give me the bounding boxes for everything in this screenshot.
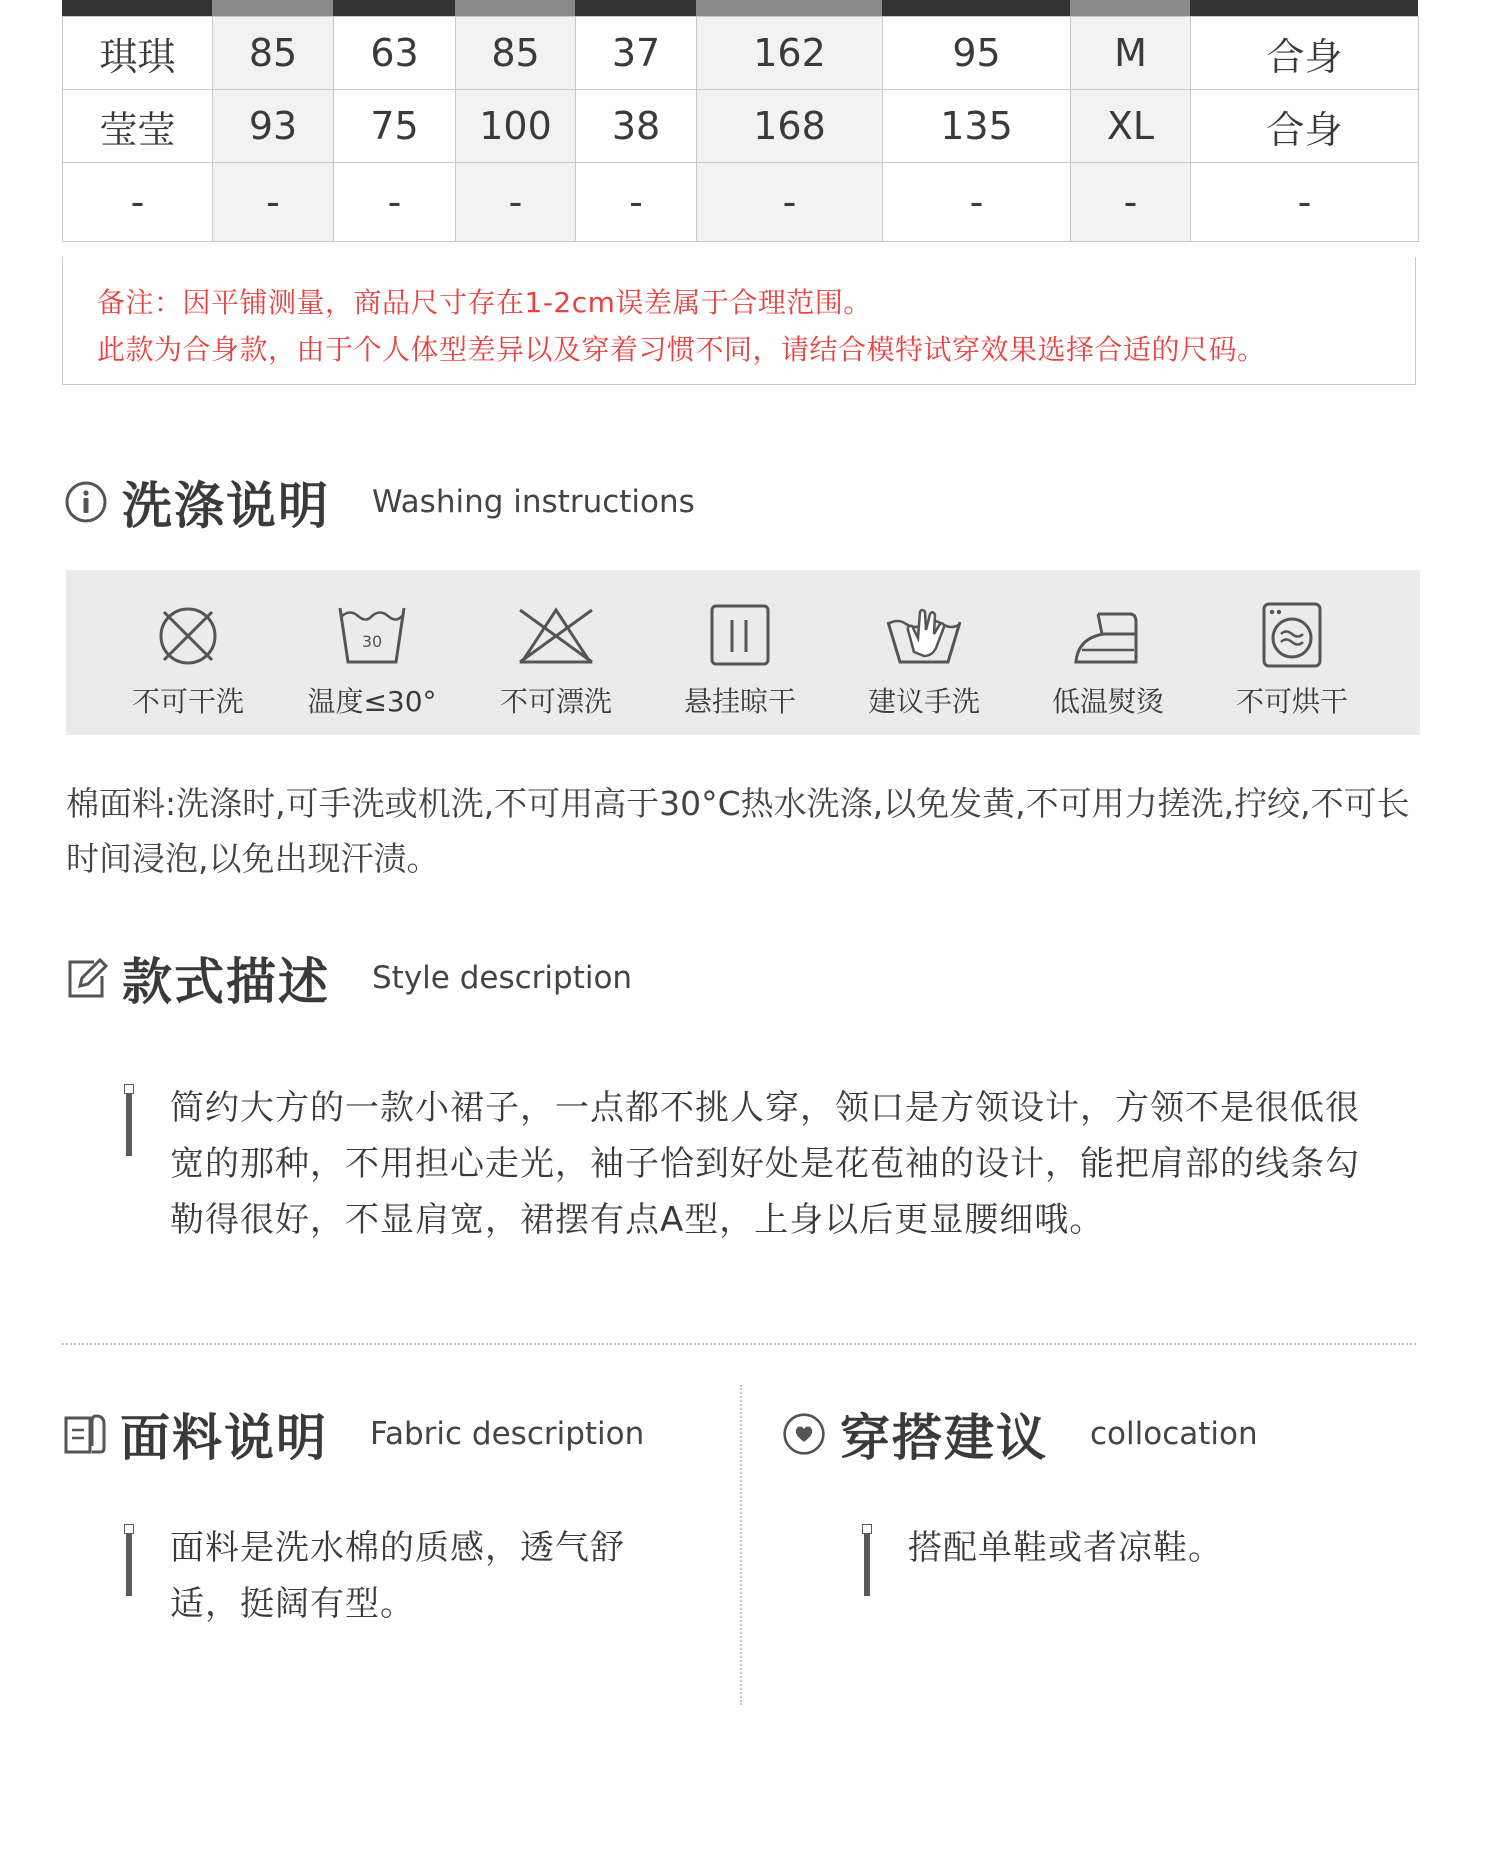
washing-header [64, 466, 695, 538]
hand-wash-icon [884, 600, 964, 670]
style-text: 简约大方的一款小裙子，一点都不挑人穿，领口是方领设计，方领不是很低很宽的那种，不用担心走光，袖子恰到好处是花苞袖的设计，能把肩部的线条勾勒得很好，不显肩宽，裙摆有点A型，上身以后更显腰细哦。 [170, 1088, 1360, 1240]
wash-label: 悬挂晾干 [683, 685, 796, 718]
table-cell: 37 [576, 17, 697, 90]
table-cell: - [697, 163, 883, 242]
table-cell: - [883, 163, 1071, 242]
section-subtitle: collocation [1090, 1416, 1258, 1452]
header-bar-segment [455, 0, 575, 16]
fabric-header [62, 1398, 644, 1470]
section-title: 穿搭建议 [840, 1409, 1048, 1467]
header-bar-segment [212, 0, 333, 16]
table-cell: 85 [213, 17, 334, 90]
table-cell: - [213, 163, 334, 242]
wash-symbol [1212, 600, 1372, 720]
wash-symbol [108, 600, 268, 720]
quote-bar [126, 1084, 132, 1156]
section-subtitle: Style description [372, 960, 633, 996]
table-cell: 100 [456, 90, 576, 163]
table-header-bar [62, 0, 1418, 16]
table-cell: 合身 [1191, 90, 1419, 163]
table-cell: 168 [697, 90, 883, 163]
wash-symbol [844, 600, 1004, 720]
wash-label: 低温熨烫 [1051, 685, 1164, 718]
section-title: 款式描述 [122, 953, 330, 1011]
note-line: 此款为合身款，由于个人体型差异以及穿着习惯不同，请结合模特试穿效果选择合适的尺码。 [97, 333, 1266, 366]
header-bar-segment [882, 0, 1070, 16]
table-cell: - [334, 163, 456, 242]
wash-label: 温度≤30° [307, 685, 437, 718]
collocation-header [782, 1398, 1258, 1470]
table-row [63, 163, 1419, 242]
info-icon [64, 480, 108, 524]
table-cell: - [576, 163, 697, 242]
table-cell: XL [1071, 90, 1191, 163]
wash-30-icon [332, 600, 412, 670]
no-tumble-dry-icon [1252, 600, 1332, 670]
divider [740, 1385, 742, 1705]
table-cell: 莹莹 [63, 90, 213, 163]
no-dry-clean-icon [148, 600, 228, 670]
header-bar-segment [1070, 0, 1190, 16]
table-row [63, 90, 1419, 163]
fabric-icon [62, 1412, 106, 1456]
fabric-quote [126, 1520, 686, 1632]
quote-bar [864, 1524, 870, 1596]
wash-temp: 30 [361, 632, 383, 651]
table-cell: 162 [697, 17, 883, 90]
section-subtitle: Washing instructions [372, 484, 695, 520]
table-cell: 135 [883, 90, 1071, 163]
table-cell: - [1191, 163, 1419, 242]
collocation-quote [864, 1520, 1364, 1576]
section-title: 洗涤说明 [122, 477, 330, 535]
table-cell: 93 [213, 90, 334, 163]
header-bar-segment [1190, 0, 1418, 16]
table-row [63, 17, 1419, 90]
table-cell: M [1071, 17, 1191, 90]
header-bar-segment [575, 0, 696, 16]
washing-text: 棉面料:洗涤时,可手洗或机洗,不可用高于30°C热水洗涤,以免发黄,不可用力搓洗,拧绞,不可长时间浸泡,以免出现汗渍。 [66, 784, 1410, 878]
table-cell: - [63, 163, 213, 242]
section-subtitle: Fabric description [370, 1416, 645, 1452]
table-cell: 63 [334, 17, 456, 90]
washing-symbols [66, 570, 1420, 735]
low-iron-icon [1068, 600, 1148, 670]
header-bar-segment [62, 0, 212, 16]
table-cell: 95 [883, 17, 1071, 90]
table-cell: - [1071, 163, 1191, 242]
header-bar-segment [696, 0, 882, 16]
wash-symbol [476, 600, 636, 720]
fabric-text: 面料是洗水棉的质感，透气舒适，挺阔有型。 [170, 1528, 625, 1624]
wash-label: 不可干洗 [131, 685, 244, 718]
wash-symbol [1028, 600, 1188, 720]
quote-bar [126, 1524, 132, 1596]
wash-label: 建议手洗 [867, 685, 980, 718]
note-line: 备注：因平铺测量，商品尺寸存在1-2cm误差属于合理范围。 [97, 286, 872, 319]
style-quote [126, 1080, 1366, 1248]
table-cell: 合身 [1191, 17, 1419, 90]
wash-label: 不可漂洗 [499, 685, 612, 718]
table-cell: 85 [456, 17, 576, 90]
no-bleach-icon [516, 600, 596, 670]
wash-label: 不可烘干 [1235, 685, 1348, 718]
heart-icon [782, 1412, 826, 1456]
section-title: 面料说明 [120, 1409, 328, 1467]
table-cell: 75 [334, 90, 456, 163]
table-cell: - [456, 163, 576, 242]
collocation-text: 搭配单鞋或者凉鞋。 [908, 1528, 1223, 1568]
table-cell: 38 [576, 90, 697, 163]
table-cell: 琪琪 [63, 17, 213, 90]
edit-icon [64, 956, 108, 1000]
wash-symbol [660, 600, 820, 720]
divider [62, 1343, 1416, 1345]
line-dry-icon [700, 600, 780, 670]
header-bar-segment [333, 0, 455, 16]
size-note [62, 257, 1416, 385]
wash-symbol [292, 600, 452, 720]
size-grid [62, 16, 1419, 242]
style-header [64, 942, 632, 1014]
